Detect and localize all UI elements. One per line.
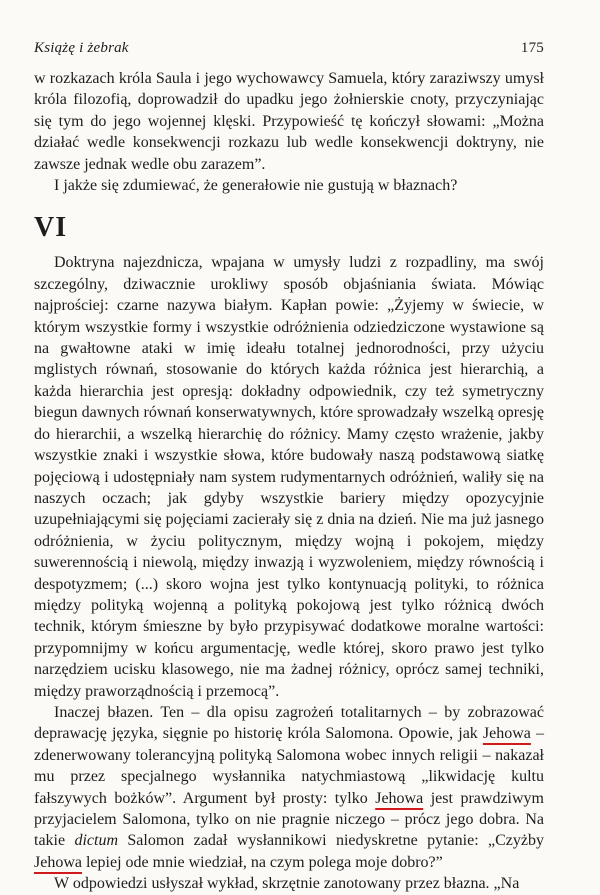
underlined-word-jehowa: Jehowa: [375, 789, 424, 807]
italic-word-dictum: dictum: [74, 832, 119, 850]
page-number: 175: [520, 40, 544, 56]
running-header: [34, 40, 544, 57]
paragraph: I jakże się zdumiewać, że generałowie nie gustują w błaznach?: [54, 177, 458, 195]
body-text: [34, 68, 544, 895]
text-span: Salomon zadał wysłannikowi niedyskretne pytanie: „Czyżby: [118, 832, 545, 850]
paragraph: Doktryna najezdnicza, wpajana w umysły ludzi z rozpadliny, ma swój szczególny, dziwacznie urokliwy sposób objaśniania świata. Mówiąc najprościej: czarne nazywa białym. Kapłan powie: „Żyjemy w świecie, w którym wszystkie formy i wszystkie odróżnienia odziedziczone wystawione są na gwałtowne ataki w imię ideału totalnej jednorodności, przy użyciu mglistych równań, stosowanie do których każda różnica jest hierarchią, a każda hierarchia jest opresją: dokładny odpowiednik, czy też symetryczny biegun dawnych równań konserwatywnych, które sprowadzały wszelką opresję do hierarchii, a wszelką hierarchię do różnicy. Mamy często wrażenie, jakby wszystkie znaki i wszystkie słowa, które budowały naszą podstawową siatkę pojęciową i udostępniały nam system rudymentarnych odróżnień, waliły się na naszych oczach; jak gdyby wszystkie bariery między opozycyjnie uzupełniającymi się pojęciami zacierały się z dnia na dzień. Nie ma już jasnego odróżnienia, w życiu politycznym, między wojną i pokojem, między suwerennością i niewolą, między inwazją i wyzwoleniem, między równością i despotyzmem; (...) skoro wojna jest tylko kontynuacją polityki, to różnica między polityką wojenną a polityką pokojową jest tylko różnicą dwóch technik, którym śmieszne by było przypisywać dodatkowe moralne wartości: przypomnijmy w końcu argumentację, wedle której, skoro prawo jest tylko narzędziem ucisku klasowego, nie ma żadnej różnicy, oprócz samej techniki, między praworządnością i przemocą”.: [34, 254, 544, 700]
underlined-word-jehowa: Jehowa: [34, 853, 82, 871]
text-span: jest prawdziwym przyjacielem Salomona, tylko on nie pragnie niczego – prócz jego dobra. Na takie: [34, 789, 544, 850]
paragraph: W odpowiedzi usłyszał wykład, skrzętnie zanotowany przez błazna. „Na: [54, 875, 520, 893]
text-span: Inaczej błazen. Ten – dla opisu zagrożeń totalitarnych – by zobrazować deprawację języka, sięgnie po historię króla Salomona. Opowie, jak: [34, 703, 544, 743]
paragraph-continued: w rozkazach króla Saula i jego wychowawcy Samuela, który zaraziwszy umysł króla filozofią, doprowadził do upadku jego żołnierskie cnoty, przyczyniając się tym do jego wojennej klęski. Przypowieść tę kończył słowami: „Można działać wedle konsekwencji rozkazu lub wedle konsekwencji doktryny, nie zawsze jednak wedle obu zarazem”.: [34, 70, 544, 173]
text-span: lepiej ode mnie wiedział, na czym polega moje dobro?”: [81, 853, 443, 871]
running-title: Książę i żebrak: [34, 40, 129, 56]
underlined-word-jehowa: Jehowa: [482, 725, 531, 743]
paragraph-salomon: [34, 702, 544, 873]
section-heading: VI: [34, 212, 68, 244]
text-span: – zdenerwowany tolerancyjną polityką Salomona wobec innych religii – nakazał mu przez specjalnego wysłannika natychmiastową „likwidację kultu fałszywych bożków”. Argument był prosty: tylko: [34, 725, 545, 807]
